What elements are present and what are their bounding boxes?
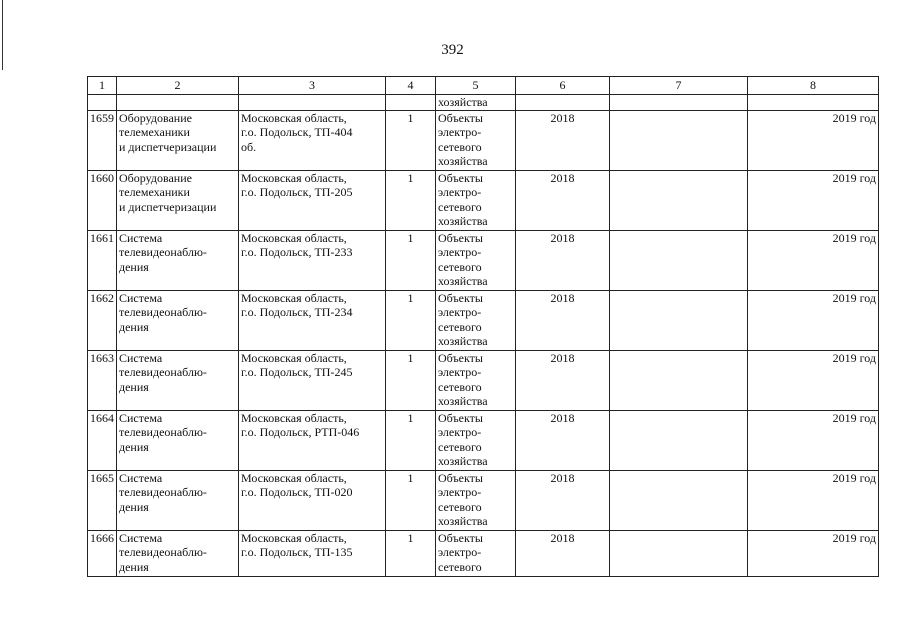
cell-object-type: Объекты электро- сетевого хозяйства [436,290,516,350]
cell-col7 [610,290,748,350]
cell-year: 2018 [516,290,610,350]
header-cell: 8 [748,77,879,95]
table-row [88,470,879,530]
table-row [88,410,879,470]
cell-col7 [610,350,748,410]
cell-term [748,95,879,111]
cell-object-type: Объекты электро- сетевого [436,530,516,576]
cell-quantity [386,95,436,111]
cell-col7 [610,410,748,470]
cell-number: 1661 [88,230,117,290]
cell-year: 2018 [516,350,610,410]
cell-number: 1664 [88,410,117,470]
cell-term: 2019 год [748,530,879,576]
cell-year: 2018 [516,530,610,576]
header-cell: 1 [88,77,117,95]
cell-number: 1660 [88,170,117,230]
table-row [88,110,879,170]
cell-equipment: Оборудование телемеханики и диспетчеризации [117,110,239,170]
cell-number: 1662 [88,290,117,350]
cell-year [516,95,610,111]
cell-object-type: Объекты электро- сетевого хозяйства [436,230,516,290]
cell-col7 [610,470,748,530]
table-row [88,170,879,230]
cell-address: Московская область, г.о. Подольск, ТП-404 об. [239,110,386,170]
scan-edge-line [2,0,3,70]
cell-object-type: Объекты электро- сетевого хозяйства [436,110,516,170]
cell-address: Московская область, г.о. Подольск, ТП-234 [239,290,386,350]
header-cell: 7 [610,77,748,95]
continuation-row [88,95,879,111]
cell-col7 [610,95,748,111]
cell-object-type: Объекты электро- сетевого хозяйства [436,410,516,470]
cell-term: 2019 год [748,350,879,410]
cell-quantity: 1 [386,470,436,530]
cell-quantity: 1 [386,350,436,410]
cell-col7 [610,110,748,170]
cell-equipment: Система телевидеонаблю- дения [117,470,239,530]
cell-equipment: Система телевидеонаблю- дения [117,350,239,410]
cell-equipment: Система телевидеонаблю- дения [117,410,239,470]
cell-quantity: 1 [386,230,436,290]
cell-object-type: Объекты электро- сетевого хозяйства [436,170,516,230]
cell-address: Московская область, г.о. Подольск, ТП-245 [239,350,386,410]
table-row [88,230,879,290]
cell-number: 1659 [88,110,117,170]
page-number: 392 [441,42,464,58]
cell-equipment [117,95,239,111]
header-cell: 5 [436,77,516,95]
cell-address: Московская область, г.о. Подольск, ТП-135 [239,530,386,576]
cell-quantity: 1 [386,110,436,170]
cell-number: 1665 [88,470,117,530]
cell-col7 [610,230,748,290]
cell-term: 2019 год [748,170,879,230]
cell-year: 2018 [516,410,610,470]
header-cell: 3 [239,77,386,95]
cell-year: 2018 [516,470,610,530]
cell-quantity: 1 [386,410,436,470]
cell-address [239,95,386,111]
cell-year: 2018 [516,110,610,170]
cell-number: 1663 [88,350,117,410]
cell-number: 1666 [88,530,117,576]
cell-object-type: Объекты электро- сетевого хозяйства [436,350,516,410]
cell-term: 2019 год [748,230,879,290]
table-row [88,530,879,576]
header-cell: 4 [386,77,436,95]
cell-object-type: Объекты электро- сетевого хозяйства [436,470,516,530]
cell-col7 [610,530,748,576]
cell-address: Московская область, г.о. Подольск, ТП-020 [239,470,386,530]
cell-term: 2019 год [748,470,879,530]
cell-address: Московская область, г.о. Подольск, РТП-046 [239,410,386,470]
cell-term: 2019 год [748,290,879,350]
cell-quantity: 1 [386,530,436,576]
table-row [88,350,879,410]
cell-quantity: 1 [386,290,436,350]
header-cell: 2 [117,77,239,95]
cell-address: Московская область, г.о. Подольск, ТП-233 [239,230,386,290]
cell-address: Московская область, г.о. Подольск, ТП-205 [239,170,386,230]
cell-col7 [610,170,748,230]
cell-number [88,95,117,111]
cell-quantity: 1 [386,170,436,230]
header-cell: 6 [516,77,610,95]
header-row [88,77,879,95]
table-row [88,290,879,350]
cell-term: 2019 год [748,110,879,170]
cell-equipment: Оборудование телемеханики и диспетчеризации [117,170,239,230]
cell-object-type: хозяйства [436,95,516,111]
cell-equipment: Система телевидеонаблю- дения [117,530,239,576]
cell-year: 2018 [516,230,610,290]
data-table [87,76,879,577]
cell-term: 2019 год [748,410,879,470]
cell-year: 2018 [516,170,610,230]
cell-equipment: Система телевидеонаблю- дения [117,230,239,290]
cell-equipment: Система телевидеонаблю- дения [117,290,239,350]
